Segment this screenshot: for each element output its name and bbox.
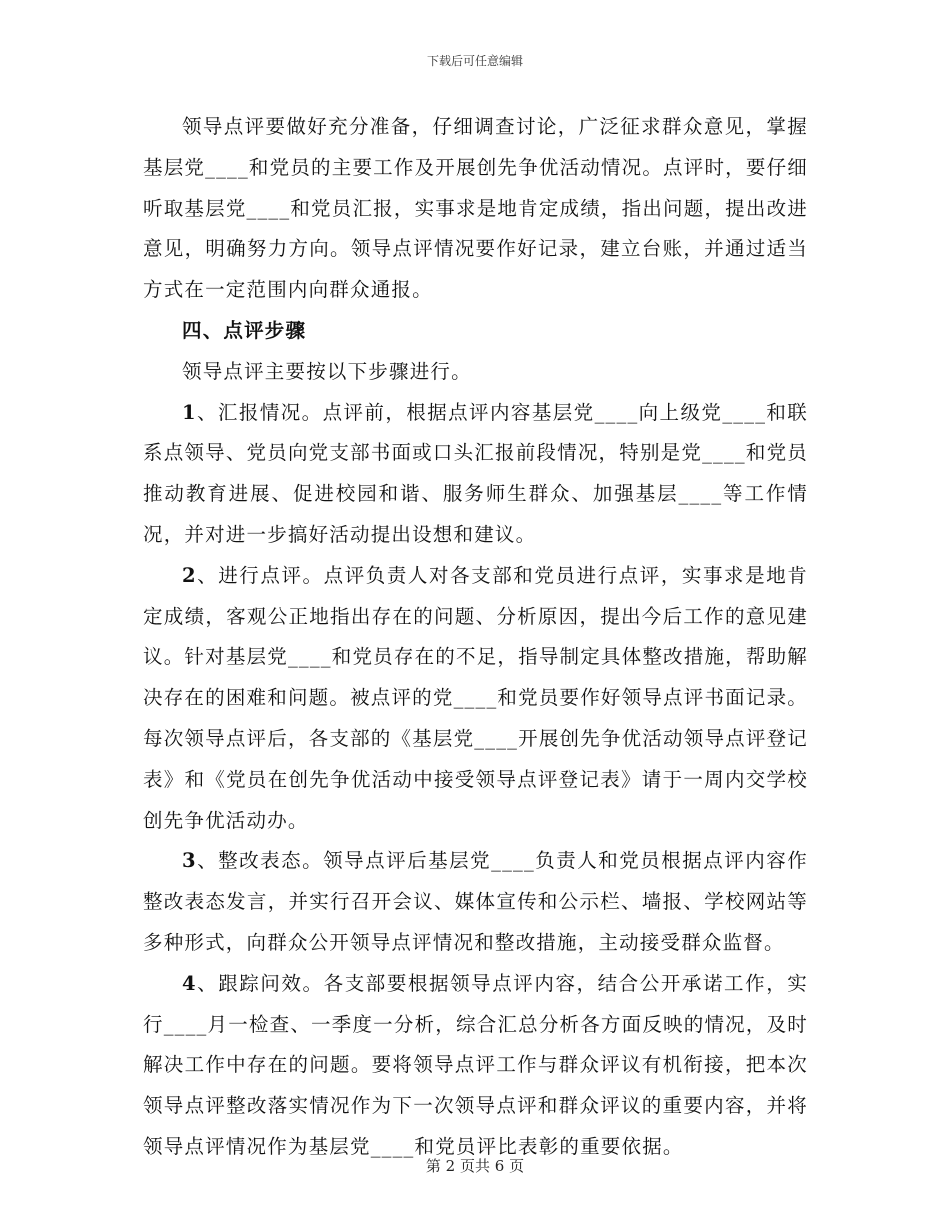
step-text: 、进行点评。点评负责人对各支部和党员进行点评，实事求是地肯定成绩，客观公正地指出存在的问题、分析原因，提出今后工作的意见建议。针对基层党____和党员存在的不足，指导制定具体整改措施，帮助解决存在的困难和问题。被点评的党____和党员要作好领导点评书面记录。每次领导点评后，各支部的《基层党____开展创先争优活动领导点评登记表》和《党员在创先争优活动中接受领导点评登记表》请于一周内交学校创先争优活动办。 bbox=[143, 563, 808, 832]
step-number: 3 bbox=[182, 849, 197, 873]
page-header: 下载后可任意编辑 bbox=[426, 54, 523, 68]
document-body bbox=[143, 107, 808, 1168]
paragraph-preparation: 领导点评要做好充分准备，仔细调查讨论，广泛征求群众意见，掌握基层党____和党员的主要工作及开展创先争优活动情况。点评时，要仔细听取基层党____和党员汇报，实事求是地肯定成绩，指出问题，提出改进意见，明确努力方向。领导点评情况要作好记录，建立台账，并通过适当方式在一定范围内向群众通报。 bbox=[143, 115, 808, 302]
paragraph-steps-intro: 领导点评主要按以下步骤进行。 bbox=[182, 359, 472, 383]
step-number: 4 bbox=[182, 971, 197, 995]
step-number: 2 bbox=[182, 563, 197, 587]
step-2-review bbox=[143, 556, 808, 842]
page-number: 第 2 页共 6 页 bbox=[425, 1157, 525, 1175]
step-4-follow-up bbox=[143, 964, 808, 1168]
step-text: 、整改表态。领导点评后基层党____负责人和党员根据点评内容作整改表态发言，并实行召开会议、媒体宣传和公示栏、墙报、学校网站等多种形式，向群众公开领导点评情况和整改措施，主动接受群众监督。 bbox=[143, 849, 808, 954]
step-1-report bbox=[143, 393, 808, 556]
step-number: 1 bbox=[182, 400, 197, 424]
step-text: 、跟踪问效。各支部要根据领导点评内容，结合公开承诺工作，实行____月一检查、一季度一分析，综合汇总分析各方面反映的情况，及时解决工作中存在的问题。要将领导点评工作与群众评议有机衔接，把本次领导点评整改落实情况作为下一次领导点评和群众评议的重要内容，并将领导点评情况作为基层党____和党员评比表彰的重要依据。 bbox=[143, 971, 808, 1158]
step-text: 、汇报情况。点评前，根据点评内容基层党____向上级党____和联系点领导、党员向党支部书面或口头汇报前段情况，特别是党____和党员推动教育进展、促进校园和谐、服务师生群众、加强基层____等工作情况，并对进一步搞好活动提出设想和建议。 bbox=[143, 400, 808, 546]
section-heading-steps: 四、点评步骤 bbox=[182, 318, 307, 342]
step-3-rectification bbox=[143, 841, 808, 963]
